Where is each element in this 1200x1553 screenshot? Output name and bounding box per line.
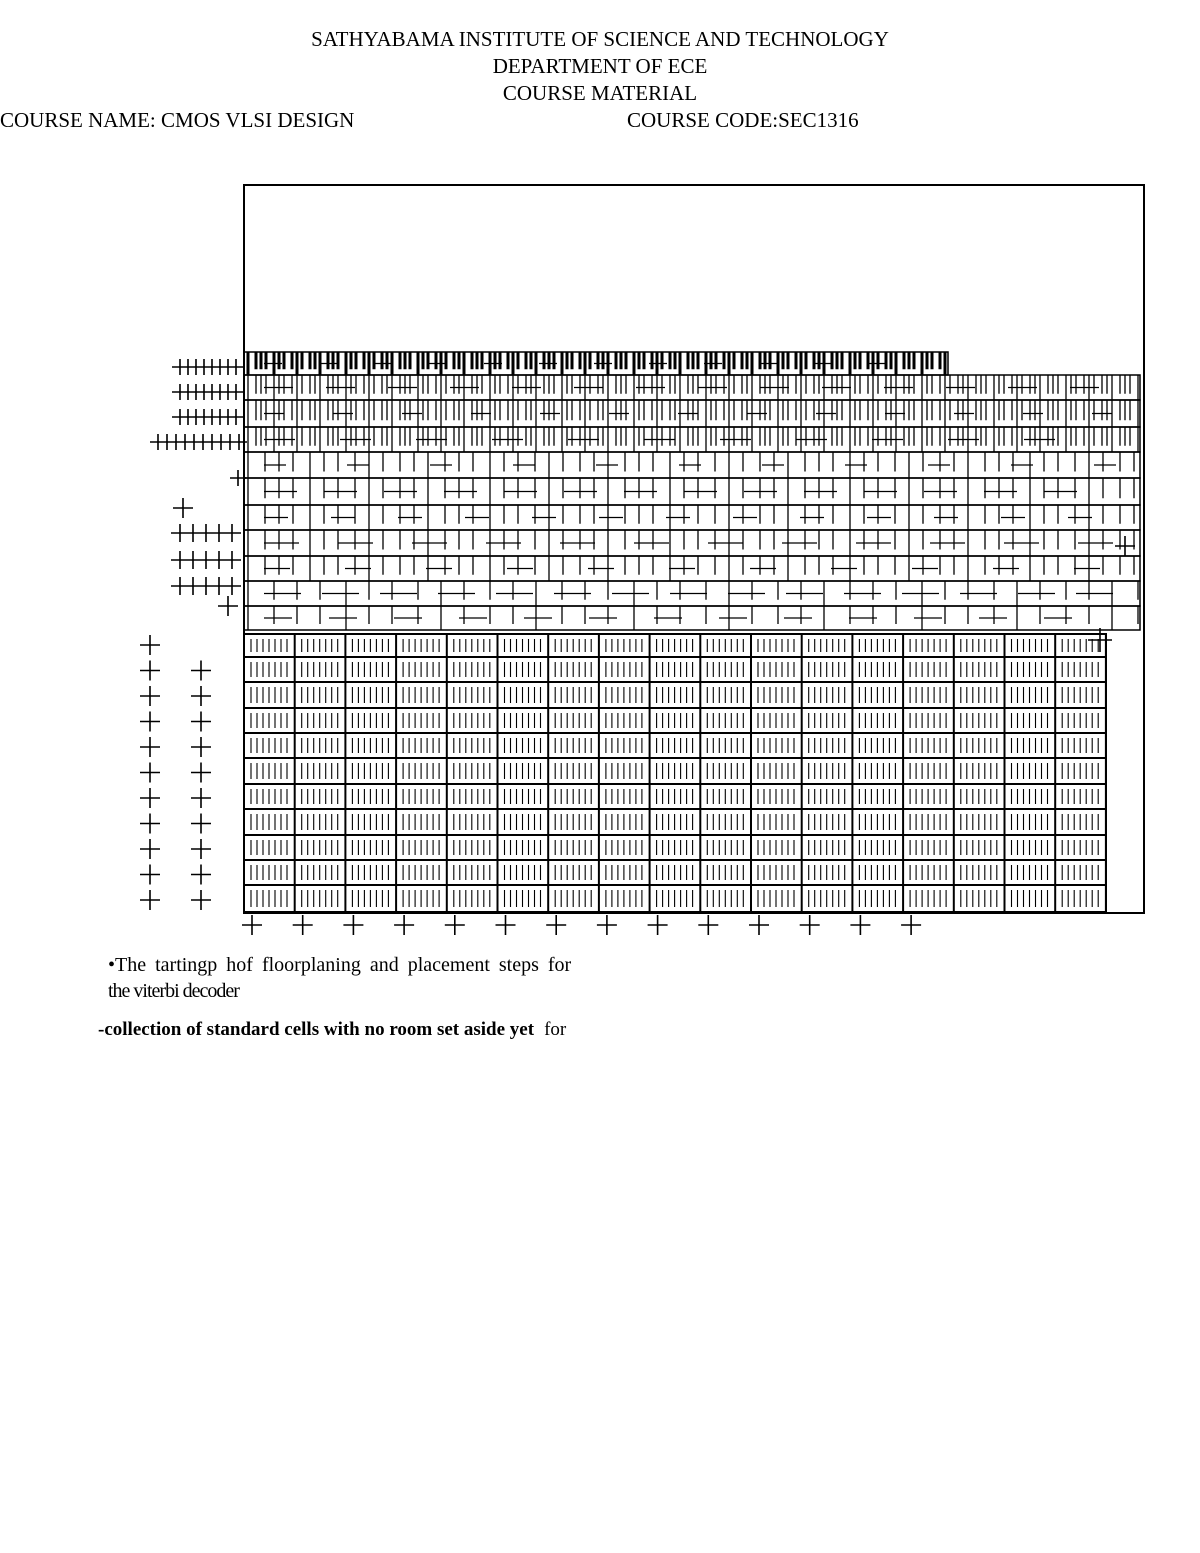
cell-row (244, 375, 1140, 400)
cell-row-ticks (248, 478, 1134, 505)
grid-cell-glyphs (251, 639, 1098, 907)
grid-row-lines (244, 634, 1106, 912)
cell-row (244, 452, 1140, 478)
chip-boundary (244, 185, 1144, 913)
cell-row-ticks (248, 452, 1134, 478)
cell-grid (244, 634, 1106, 912)
course-code: COURSE CODE:SEC1316 (627, 108, 859, 132)
cell-row (244, 556, 1140, 581)
cell-row-ticks (248, 530, 1134, 556)
cell-row (244, 581, 1140, 606)
cell-row (244, 400, 1140, 427)
cell-row-ticks (248, 375, 1138, 400)
chip-outline (244, 185, 1144, 913)
cell-row (244, 478, 1140, 505)
io-pin-crosses (140, 359, 1135, 935)
grid-col-lines (244, 634, 1106, 912)
figure-caption-line-2: the viterbi decoder (108, 980, 239, 1002)
cell-row (244, 352, 948, 375)
cell-row-ticks (248, 556, 1134, 581)
standard-cell-rows (244, 352, 1140, 630)
cell-row-ticks (248, 505, 1134, 530)
note-bold-text: -collection of standard cells with no room set aside yet (98, 1019, 535, 1040)
cell-row (244, 427, 1140, 452)
institute-title: SATHYABAMA INSTITUTE OF SCIENCE AND TECHNOLOGY (311, 27, 889, 51)
note-line (98, 1018, 566, 1042)
grid-boundary (244, 634, 1106, 912)
cell-row (244, 505, 1140, 530)
cell-row (244, 530, 1140, 556)
cell-row-ticks (248, 400, 1138, 427)
course-name: COURSE NAME: CMOS VLSI DESIGN (0, 108, 355, 132)
cell-row-ticks (248, 352, 945, 375)
cell-row-ticks (248, 427, 1138, 452)
department-title: DEPARTMENT OF ECE (492, 54, 708, 78)
figure-caption-line-1: •The tartingp hof floorplaning and placement steps for (108, 954, 572, 976)
cell-row (244, 606, 1140, 630)
cell-row-ticks (248, 606, 1138, 630)
io-pins (140, 359, 1135, 935)
material-title: COURSE MATERIAL (502, 81, 698, 105)
cell-row-ticks (248, 581, 1138, 606)
note-tail-text: for (544, 1019, 567, 1040)
